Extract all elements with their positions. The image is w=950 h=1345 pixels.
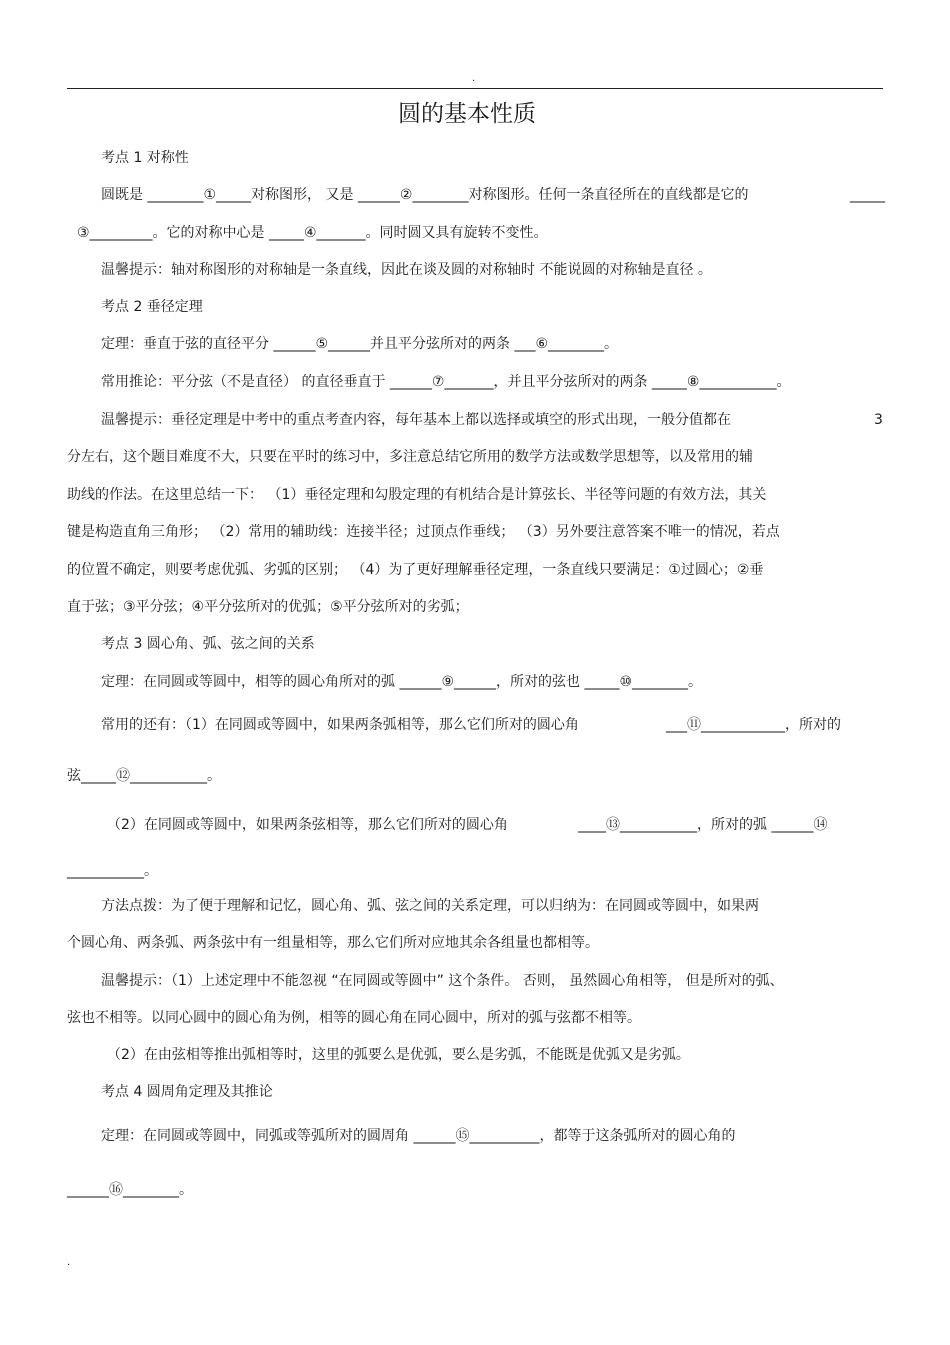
s4-theorem: 定理：在同圆或等圆中，同弧或等弧所对的圆周角 ______⑮__________，都等于这条弧所对的圆心角的 <box>101 1128 736 1144</box>
s2-tip-line-4: 键是构造直角三角形； （2）常用的辅助线：连接半径；过顶点作垂线； （3）另外要注意答案不唯一的情况，若点 <box>67 524 780 540</box>
section-1-heading: 考点 1 对称性 <box>101 150 189 166</box>
s2-corollary: 常用推论：平分弦（不是直径） 的直径垂直于 ______⑦_______，并且平分弦所对的两条 _____⑧___________。 <box>101 374 791 390</box>
s2-tip-line-3: 助线的作法。在这里总结一下： （1）垂径定理和勾股定理的有机结合是计算弦长、半径等问题的有效方法，其关 <box>67 487 767 503</box>
s2-tip-line-6: 直于弦；③平分弦；④平分弦所对的优弧；⑤平分弦所对的劣弧； <box>67 599 469 615</box>
s3-common-2-cont: ___________。 <box>67 863 158 879</box>
footer-dot: . <box>67 1257 71 1268</box>
s3-method-2: 个圆心角、两条弧、两条弦中有一组量相等，那么它们所对应地其余各组量也都相等。 <box>67 935 599 951</box>
s3-common-1-blank: ___⑪____________，所对的 <box>666 717 841 733</box>
s1-tip: 温馨提示：轴对称图形的对称轴是一条直线，因此在谈及圆的对称轴时 不能说圆的对称轴是直径 。 <box>101 262 712 278</box>
s2-tip-line-1-end: 3 <box>874 412 883 428</box>
s1-line-2: ③_________。它的对称中心是 _____④_______。同时圆又具有旋转不变性。 <box>77 225 548 241</box>
s4-line-2: ______⑯________。 <box>67 1182 193 1198</box>
s2-tip-line-2: 分左右，这个题目难度不大，只要在平时的练习中，多注意总结它所用的数学方法或数学思想等，以及常用的辅 <box>67 449 753 465</box>
s2-tip-line-1: 温馨提示：垂径定理是中考中的重点考查内容，每年基本上都以选择或填空的形式出现，一般分值都在 <box>101 412 731 428</box>
s3-warning-3: （2）在由弦相等推出弧相等时，这里的弧要么是优弧，要么是劣弧，不能既是优弧又是劣弧。 <box>107 1047 690 1063</box>
s3-method-1: 方法点拨：为了便于理解和记忆，圆心角、弧、弦之间的关系定理，可以归纳为：在同圆或等圆中，如果两 <box>101 898 759 914</box>
s3-common-2-blank: ____⑬___________，所对的弧 ______⑭ <box>578 817 828 833</box>
s1-line-1: 圆既是 ________①_____对称图形， 又是 ______②________对称图形。任何一条直径所在的直线都是它的 <box>101 187 749 203</box>
s3-common-1: 常用的还有：（1）在同圆或等圆中，如果两条弧相等，那么它们所对的圆心角 <box>101 717 579 733</box>
s2-theorem: 定理：垂直于弦的直径平分 ______⑤______并且平分弦所对的两条 ___⑥________。 <box>101 336 619 352</box>
s3-theorem: 定理：在同圆或等圆中，相等的圆心角所对的弧 ______⑨______，所对的弦也 _____⑩________。 <box>101 674 703 690</box>
section-2-heading: 考点 2 垂径定理 <box>101 299 203 315</box>
s3-common-2: （2）在同圆或等圆中，如果两条弦相等，那么它们所对的圆心角 <box>107 817 508 833</box>
s3-common-1-cont: 弦_____⑫___________。 <box>67 768 221 784</box>
s1-line-1-blank: _____ <box>850 187 885 203</box>
page-title: 圆的基本性质 <box>398 101 536 127</box>
section-3-heading: 考点 3 圆心角、弧、弦之间的关系 <box>101 636 315 652</box>
header-dot: . <box>472 73 476 84</box>
s2-tip-line-5: 的位置不确定，则要考虑优弧、劣弧的区别； （4）为了更好理解垂径定理，一条直线只要满足：①过圆心；②垂 <box>67 562 764 578</box>
s3-warning-1: 温馨提示：（1）上述定理中不能忽视 “在同圆或等圆中” 这个条件。 否则， 虽然圆心角相等， 但是所对的弧、 <box>101 973 784 989</box>
s3-warning-2: 弦也不相等。以同心圆中的圆心角为例，相等的圆心角在同心圆中，所对的弧与弦都不相等。 <box>67 1010 641 1026</box>
section-4-heading: 考点 4 圆周角定理及其推论 <box>101 1084 273 1100</box>
header-rule <box>67 88 883 89</box>
